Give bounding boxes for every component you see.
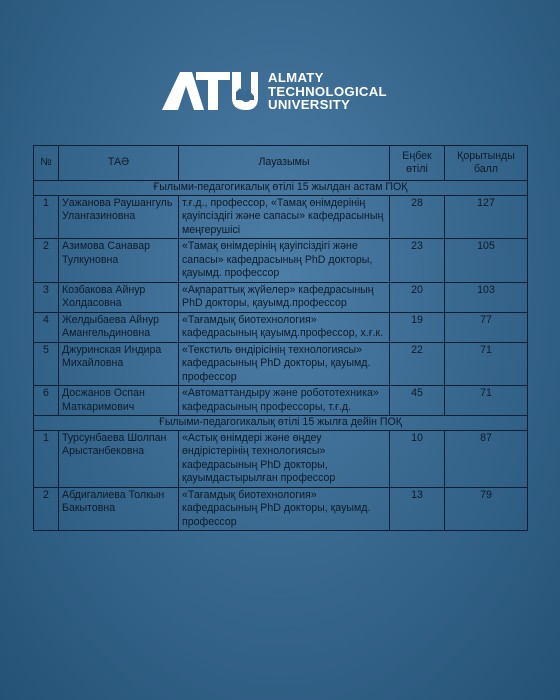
section-title: Ғылыми-педагогикалық өтілі 15 жылдан астам ПОҚ: [34, 181, 528, 196]
row-position: т.ғ.д., профессор, «Тамақ өнімдерінің қауіпсіздігі және сапасы» кафедрасының меңгерушісі: [179, 195, 390, 239]
row-number: 1: [34, 430, 59, 487]
row-number: 6: [34, 386, 59, 416]
row-name: Досжанов Оспан Маткаримович: [59, 386, 179, 416]
table-row: [34, 282, 528, 312]
row-position: «Ақпараттық жүйелер» кафедрасының PhD докторы, қауымд.профессор: [179, 282, 390, 312]
row-number: 2: [34, 487, 59, 531]
header-position: Лауазымы: [179, 146, 390, 181]
table-row: [34, 386, 528, 416]
row-score: 105: [445, 239, 528, 283]
row-score: 79: [445, 487, 528, 531]
section-header-row: [34, 181, 528, 196]
row-experience: 10: [390, 430, 445, 487]
header-number: №: [34, 146, 59, 181]
row-number: 3: [34, 282, 59, 312]
row-experience: 28: [390, 195, 445, 239]
row-position: «Тағамдық биотехнология» кафедрасының PhD докторы, қауымд. профессор: [179, 487, 390, 531]
row-number: 4: [34, 312, 59, 342]
row-experience: 23: [390, 239, 445, 283]
header-final-score: Қорытынды балл: [445, 146, 528, 181]
table-row: [34, 195, 528, 239]
row-score: 77: [445, 312, 528, 342]
table-row: [34, 342, 528, 386]
logo-wordmark: [268, 71, 387, 112]
university-logo: [160, 68, 410, 112]
row-experience: 20: [390, 282, 445, 312]
row-name: Турсунбаева Шолпан Арыстанбековна: [59, 430, 179, 487]
row-name: Абдигалиева Толкын Бакытовна: [59, 487, 179, 531]
row-name: Желдыбаева Айнур Амангельдиновна: [59, 312, 179, 342]
logo-line: ALMATY: [268, 70, 324, 85]
section-header-row: [34, 416, 528, 431]
row-position: «Астық өнімдері және өңдеу өндірістерінің технологиясы» кафедрасының PhD докторы, қауымдастырылған профессор: [179, 430, 390, 487]
row-experience: 19: [390, 312, 445, 342]
row-score: 71: [445, 342, 528, 386]
row-number: 2: [34, 239, 59, 283]
table-header-row: [34, 146, 528, 181]
atu-logo-mark: [160, 68, 260, 112]
row-position: «Автоматтандыру және робототехника» кафедрасының профессоры, т.ғ.д.: [179, 386, 390, 416]
section-title: Ғылыми-педагогикалық өтілі 15 жылға дейін ПОҚ: [34, 416, 528, 431]
row-name: Уажанова Раушангуль Улангазиновна: [59, 195, 179, 239]
table-row: [34, 312, 528, 342]
row-name: Джуринская Индира Михайловна: [59, 342, 179, 386]
staff-rating-table: [33, 145, 528, 531]
row-score: 127: [445, 195, 528, 239]
row-position: «Тағамдық биотехнология» кафедрасының қауымд.профессор, х.ғ.к.: [179, 312, 390, 342]
row-score: 103: [445, 282, 528, 312]
header-full-name: ТАӘ: [59, 146, 179, 181]
row-score: 87: [445, 430, 528, 487]
row-score: 71: [445, 386, 528, 416]
row-name: Козбакова Айнур Холдасовна: [59, 282, 179, 312]
row-experience: 22: [390, 342, 445, 386]
table-row: [34, 430, 528, 487]
row-experience: 45: [390, 386, 445, 416]
row-number: 5: [34, 342, 59, 386]
row-experience: 13: [390, 487, 445, 531]
row-number: 1: [34, 195, 59, 239]
row-position: «Тамақ өнімдерінің қауіпсіздігі және сапасы» кафедрасының PhD докторы, қауымд. профессор: [179, 239, 390, 283]
row-position: «Текстиль өндірісінің технологиясы» кафедрасының PhD докторы, қауымд. профессор: [179, 342, 390, 386]
table-row: [34, 239, 528, 283]
header-experience: Еңбек өтілі: [390, 146, 445, 181]
logo-line: TECHNOLOGICAL: [268, 83, 387, 99]
row-name: Азимова Санавар Тулкуновна: [59, 239, 179, 283]
logo-line: UNIVERSITY: [268, 97, 351, 112]
table-row: [34, 487, 528, 531]
